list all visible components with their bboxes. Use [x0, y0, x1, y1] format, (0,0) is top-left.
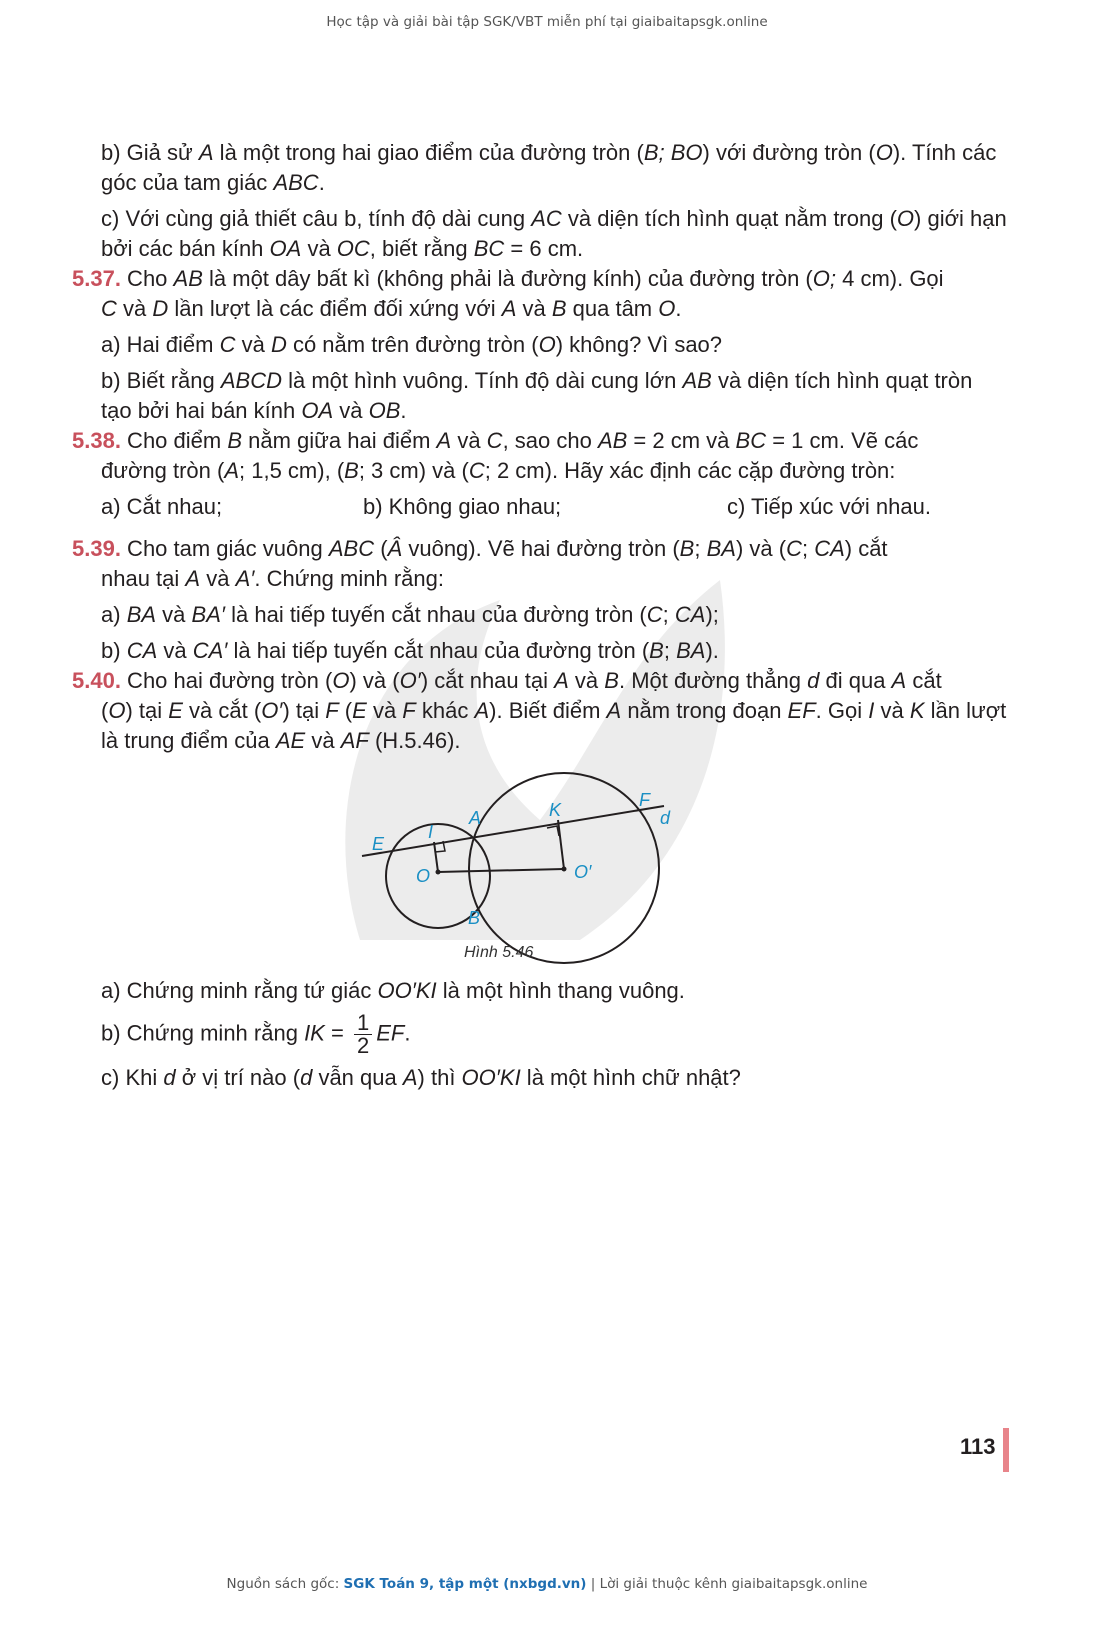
line-d: [362, 806, 664, 856]
problem-5-36b: b) Giả sử A là một trong hai giao điểm của đường tròn (B; BO) với đường tròn (O). Tính các góc của tam giác ABC.: [101, 140, 997, 195]
problem-5-39b: b) CA và CA′ là hai tiếp tuyến cắt nhau của đường tròn (B; BA).: [101, 638, 719, 663]
problem-5-40: 5.40. Cho hai đường tròn (O) và (O′) cắt nhau tại A và B. Một đường thẳng d đi qua A cắt (O) tại E và cắt (O′) tại F (E và F khác A). Biết điểm A nằm trong đoạn EF. Gọi I và K lần lượt là trung điểm của AE và AF (H.5.46).: [72, 668, 1007, 753]
problem-5-38-options: a) Cắt nhau; b) Không giao nhau; c) Tiếp xúc với nhau.: [101, 494, 931, 519]
page-number: 113: [960, 1434, 996, 1459]
label-f: F: [639, 790, 650, 810]
page-content: [72, 138, 1007, 1093]
label-o: O: [416, 866, 431, 886]
problem-5-36c: c) Với cùng giả thiết câu b, tính độ dài cung AC và diện tích hình quạt nằm trong (O) giới hạn bởi các bán kính OA và OC, biết rằng BC = 6 cm.: [101, 206, 1007, 261]
header-note: Học tập và giải bài tập SGK/VBT miễn phí tại giaibaitapsgk.online: [326, 14, 768, 30]
problem-5-39a: a) BA và BA′ là hai tiếp tuyến cắt nhau của đường tròn (C; CA);: [101, 602, 719, 627]
problem-5-37a: a) Hai điểm C và D có nằm trên đường tròn (O) không? Vì sao?: [101, 332, 723, 357]
segment-o-prime-k: [558, 820, 564, 869]
footer-source-link[interactable]: SGK Toán 9, tập một (nxbgd.vn): [343, 1576, 587, 1592]
segment-oo-prime: [438, 869, 564, 872]
segment-oi: [434, 842, 438, 872]
figure-5-46: [72, 756, 1007, 976]
label-i: I: [428, 822, 434, 842]
problem-5-37b: b) Biết rằng ABCD là một hình vuông. Tính độ dài cung lớn AB và diện tích hình quạt tròn tạo bởi hai bán kính OA và OB.: [101, 368, 973, 423]
label-a: A: [469, 808, 482, 828]
problem-5-37: 5.37. Cho AB là một dây bất kì (không phải là đường kính) của đường tròn (O; 4 cm). Gọi C và D lần lượt là các điểm đối xứng với A và B qua tâm O.: [72, 266, 944, 321]
label-k: K: [549, 800, 562, 820]
label-d: d: [660, 808, 671, 828]
label-o-prime: O′: [574, 862, 592, 882]
label-b: B: [468, 908, 481, 928]
problem-5-40a: a) Chứng minh rằng tứ giác OO′KI là một hình thang vuông.: [101, 978, 685, 1003]
problem-5-39: 5.39. Cho tam giác vuông ABC (Â vuông). Vẽ hai đường tròn (B; BA) và (C; CA) cắt nhau tại A và A′. Chứng minh rằng:: [72, 536, 888, 591]
fraction-one-half: $\frac{1}{2}$: [354, 1012, 372, 1057]
label-e: E: [372, 834, 385, 854]
figure-caption: Hình 5.46: [464, 944, 534, 961]
problem-5-40c: c) Khi d ở vị trí nào (d vẫn qua A) thì OO′KI là một hình chữ nhật?: [101, 1065, 741, 1090]
problem-5-38: 5.38. Cho điểm B nằm giữa hai điểm A và C, sao cho AB = 2 cm và BC = 1 cm. Vẽ các đường tròn (A; 1,5 cm), (B; 3 cm) và (C; 2 cm). Hãy xác định các cặp đường tròn:: [72, 428, 919, 483]
page-number-bar: [1003, 1428, 1009, 1472]
problem-5-40b: b) Chứng minh rằng IK = $\frac{1}{2}$ EF.: [101, 1010, 411, 1058]
footer-note: Nguồn sách gốc: SGK Toán 9, tập một (nxbgd.vn) | Lời giải thuộc kênh giaibaitapsgk.online: [226, 1576, 868, 1592]
geometry-diagram: [72, 756, 1007, 976]
